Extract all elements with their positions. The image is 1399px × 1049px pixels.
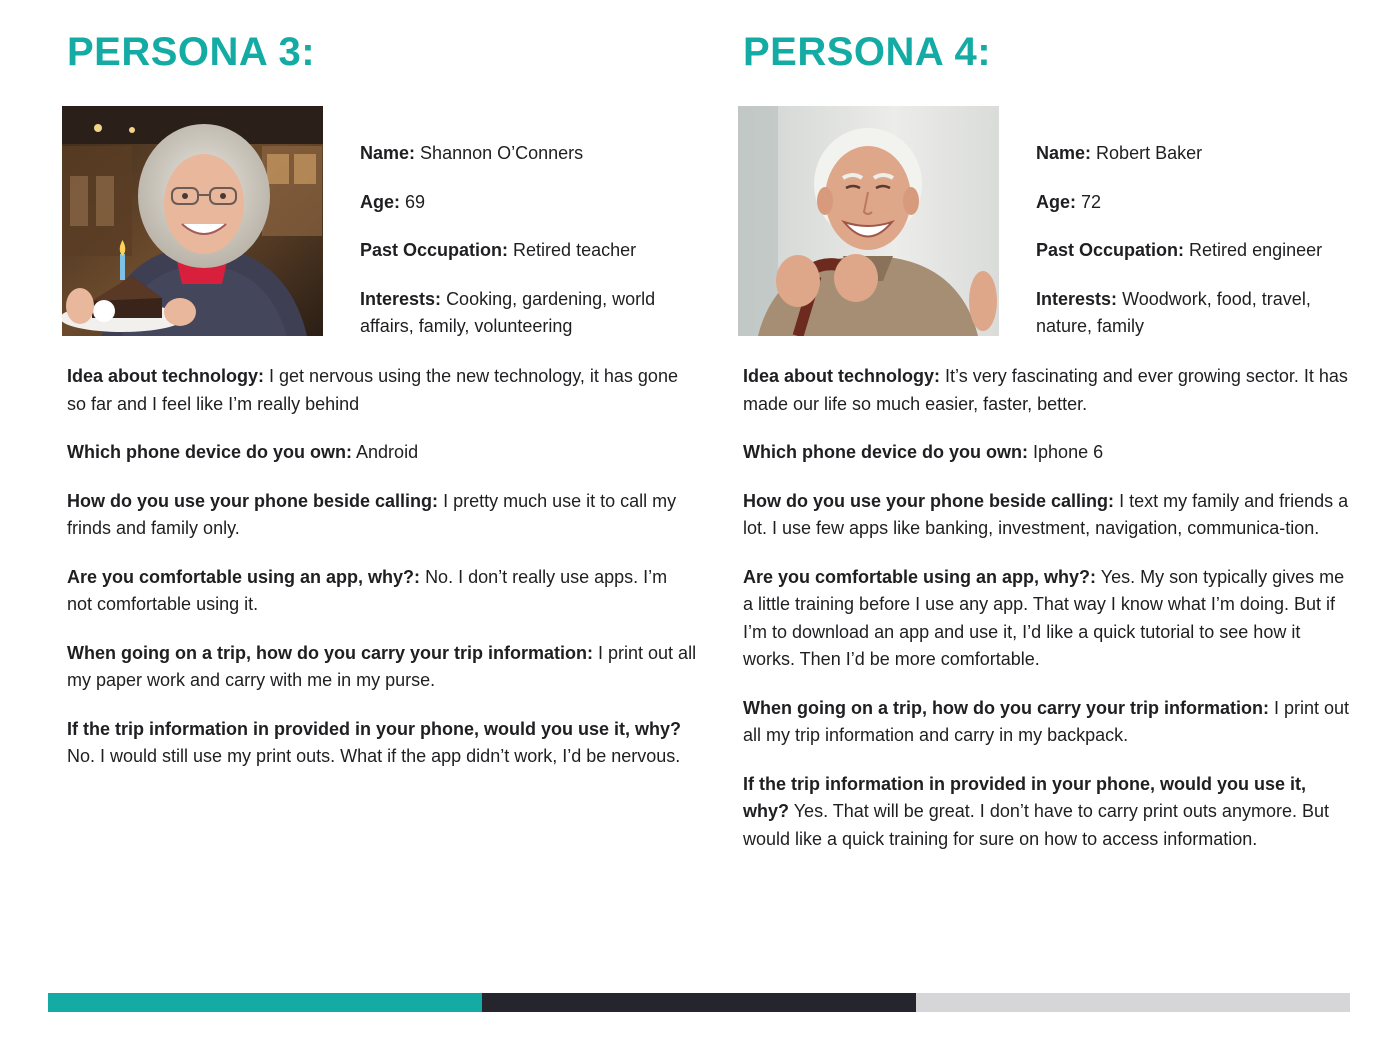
- answer-text: I get nervous using the new technology, it has gone so far and I feel like I’m really behind: [67, 366, 678, 414]
- persona-4-name-field: Name: Robert Baker: [1036, 143, 1203, 163]
- field-value: Robert Baker: [1096, 143, 1203, 163]
- answer-text: Yes. That will be great. I don’t have to carry print outs anymore. But would like a quick training for sure on how to access information.: [743, 801, 1329, 849]
- persona-3-questions: [67, 363, 697, 792]
- field-label: Age: [1036, 191, 1071, 212]
- field-value: Woodwork, food, travel, nature, family: [1036, 288, 1311, 336]
- footer-color-bar: [48, 993, 1350, 1012]
- field-value: Cooking, gardening, world affairs, family, volunteering: [360, 288, 656, 336]
- question-label: When going on a trip, how do you carry your trip information: [743, 697, 1263, 718]
- persona-4-basic-info: [1036, 140, 1366, 341]
- qa-item: How do you use your phone beside calling: I pretty much use it to call my frinds and family only.: [67, 490, 677, 538]
- persona-3-name-field: Name: Shannon O’Conners: [360, 143, 584, 163]
- field-label: Interests: [1036, 288, 1112, 309]
- answer-text: I pretty much use it to call my frinds and family only.: [67, 490, 677, 538]
- field-value: Retired engineer: [1189, 240, 1323, 260]
- answer-text: Android: [356, 442, 419, 462]
- field-label: Name: [360, 143, 410, 163]
- qa-item: Idea about technology: It’s very fascinating and ever growing sector. It has made our life so much easier, faster, better.: [743, 366, 1348, 414]
- qa-item: [743, 771, 1355, 854]
- answer-text: Iphone 6: [1033, 442, 1104, 462]
- footer-bar-dark-segment: [482, 993, 916, 1012]
- answer-text: Yes. My son typically gives me a little training before I use any app. That way I know what I’m doing. But if I’m to download an app and use it, I’d like a quick tutorial to see how it works. Then I’d be more comfortable.: [743, 566, 1345, 669]
- field-value: 69: [405, 191, 426, 212]
- question-label: Idea about technology: [743, 366, 935, 386]
- persona-4-photo: [738, 106, 999, 336]
- question-label: If the trip information in provided in your phone, would you use it, why?: [67, 718, 681, 739]
- question-label: Idea about technology: [67, 366, 259, 386]
- field-label: Past Occupation: [1036, 240, 1179, 260]
- field-label: Age: [360, 191, 395, 212]
- field-label: Name: [1036, 143, 1086, 163]
- field-value: Shannon O’Conners: [420, 143, 584, 163]
- question-label: Are you comfortable using an app, why?: [67, 566, 415, 587]
- qa-item: Which phone device do you own: Iphone 6: [743, 442, 1104, 462]
- footer-bar-gray-segment: [916, 993, 1350, 1012]
- qa-item: Which phone device do you own: Android: [67, 442, 419, 462]
- qa-item: [67, 716, 697, 771]
- persona-3-basic-info: [360, 140, 690, 341]
- question-label: Are you comfortable using an app, why?: [743, 566, 1091, 587]
- persona-3-age-field: Age: 69: [360, 191, 426, 212]
- persona-3-interests-field: Interests: Cooking, gardening, world affairs, family, volunteering: [360, 288, 656, 336]
- qa-item: When going on a trip, how do you carry your trip information: I print out all my trip information and carry in my backpack.: [743, 697, 1350, 745]
- question-label: How do you use your phone beside calling: [743, 490, 1109, 511]
- answer-text: No. I would still use my print outs. What if the app didn’t work, I’d be nervous.: [67, 746, 681, 766]
- question-label: When going on a trip, how do you carry your trip information: [67, 642, 587, 663]
- question-label: How do you use your phone beside calling: [67, 490, 433, 511]
- qa-item: How do you use your phone beside calling: I text my family and friends a lot. I use few apps like banking, investment, navigation, communica-tion.: [743, 490, 1349, 538]
- persona-3-occupation-field: Past Occupation: Retired teacher: [360, 240, 637, 260]
- persona-4-occupation-field: Past Occupation: Retired engineer: [1036, 240, 1323, 260]
- persona-4-interests-field: Interests: Woodwork, food, travel, nature, family: [1036, 288, 1311, 336]
- answer-text: No. I don’t really use apps. I’m not comfortable using it.: [67, 566, 668, 614]
- field-value: Retired teacher: [513, 240, 637, 260]
- persona-4-title: PERSONA 4:: [743, 30, 992, 74]
- qa-item: Idea about technology: I get nervous using the new technology, it has gone so far and I feel like I’m really behind: [67, 366, 678, 414]
- question-label: Which phone device do you own: [743, 442, 1023, 462]
- question-label: If the trip information in provided in your phone, would you use it, why?: [743, 773, 1306, 821]
- qa-item: Are you comfortable using an app, why?: Yes. My son typically gives me a little training before I use any app. That way I know what I’m doing. But if I’m to download an app and use it, I’d like a quick tutorial to see how it works. Then I’d be more comfortable.: [743, 566, 1345, 669]
- persona-4-questions: [743, 363, 1355, 874]
- footer-bar-teal-segment: [48, 993, 482, 1012]
- field-label: Interests: [360, 288, 436, 309]
- persona-3-photo: [62, 106, 323, 336]
- answer-text: I print out all my paper work and carry with me in my purse.: [67, 642, 697, 690]
- answer-text: It’s very fascinating and ever growing sector. It has made our life so much easier, faster, better.: [743, 366, 1348, 414]
- persona-4-age-field: Age: 72: [1036, 191, 1102, 212]
- field-label: Past Occupation: [360, 240, 503, 260]
- answer-text: I print out all my trip information and carry in my backpack.: [743, 697, 1350, 745]
- field-value: 72: [1081, 191, 1102, 212]
- persona-3-title: PERSONA 3:: [67, 30, 316, 74]
- qa-item: Are you comfortable using an app, why?: No. I don’t really use apps. I’m not comfortable using it.: [67, 566, 668, 614]
- answer-text: I text my family and friends a lot. I use few apps like banking, investment, navigation, communica-tion.: [743, 490, 1349, 538]
- question-label: Which phone device do you own: [67, 442, 347, 462]
- qa-item: When going on a trip, how do you carry your trip information: I print out all my paper work and carry with me in my purse.: [67, 642, 697, 690]
